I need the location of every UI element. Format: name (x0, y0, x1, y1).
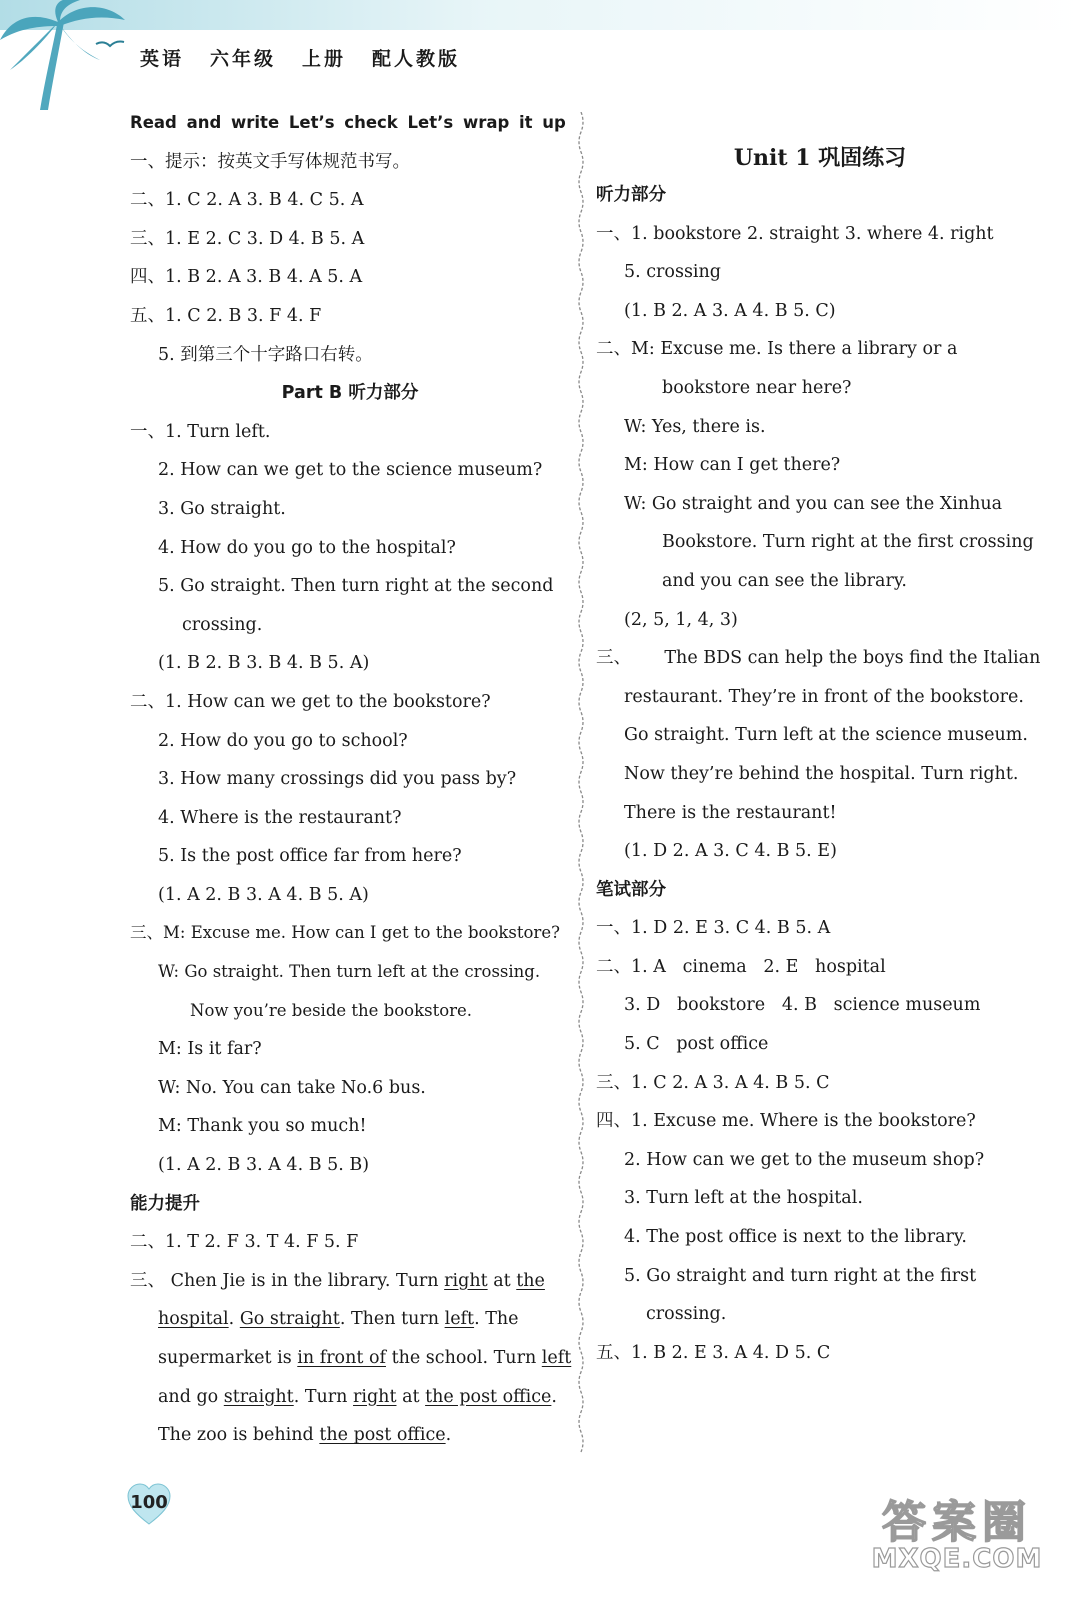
right-column (596, 136, 1044, 1372)
answer-line: 四、1. Excuse me. Where is the bookstore? (596, 1111, 976, 1132)
watermark (852, 1486, 1062, 1582)
fill-answer: in front of (297, 1348, 386, 1368)
answer-line: restaurant. They’re in front of the bookstore. (624, 686, 1024, 707)
answer-line: 一、1. D 2. E 3. C 4. B 5. A (596, 918, 831, 939)
section-title: Read and write Let’s check Let’s wrap it up (130, 113, 566, 132)
answer-line: 三、M: Excuse me. How can I get to the bookstore? (130, 923, 560, 943)
passage-line: 三、 Chen Jie is in the library. Turn right at the (130, 1270, 545, 1291)
fill-answer: the post office (319, 1425, 446, 1446)
passage-line: hospital. Go straight. Then turn left. The (158, 1309, 519, 1330)
fill-answer: Go straight (239, 1309, 340, 1330)
answer-line: M: Thank you so much! (158, 1116, 367, 1137)
answer-line: 5. Is the post office far from here? (158, 846, 462, 867)
fill-answer: left (541, 1348, 572, 1368)
answer-line: M: How can I get there? (624, 455, 841, 476)
grade-label: 六年级 (210, 48, 277, 70)
answer-line: 一、1. Turn left. (130, 421, 271, 442)
passage-line: and go straight. Turn right at the post office. (158, 1386, 557, 1407)
answer-line: 5. crossing (624, 262, 721, 283)
answer-line: W: Go straight. Then turn left at the crossing. (158, 962, 541, 982)
answer-line: 四、1. B 2. A 3. B 4. A 5. A (130, 267, 363, 288)
fill-answer: the post office (425, 1386, 552, 1407)
fill-answer: right (353, 1386, 397, 1407)
answer-line: 一、提示：按英文手写体规范书写。 (130, 151, 410, 172)
part-b-title: Part B 听力部分 (281, 383, 419, 404)
answer-line: There is the restaurant! (624, 802, 837, 823)
answer-line: 4. How do you go to the hospital? (158, 537, 456, 558)
answer-line: 二、1. How can we get to the bookstore? (130, 691, 491, 712)
unit-title: Unit 1 巩固练习 (733, 145, 907, 171)
answer-line: Bookstore. Turn right at the first crossing (662, 532, 1034, 553)
fill-answer: the (516, 1270, 545, 1291)
answer-line: 二、1. T 2. F 3. T 4. F 5. F (130, 1232, 359, 1253)
fill-answer: straight (223, 1386, 294, 1407)
answer-line: 二、1. A cinema 2. E hospital (596, 956, 886, 977)
answer-line: 三、1. E 2. C 3. D 4. B 5. A (130, 228, 365, 249)
watermark-url: MXQE.COM (871, 1544, 1043, 1574)
fill-answer: right (444, 1270, 488, 1291)
answer-line: 3. Turn left at the hospital. (624, 1188, 863, 1209)
answer-line: crossing. (646, 1304, 727, 1325)
passage-line: The zoo is behind the post office. (158, 1425, 452, 1446)
volume-label: 上册 (302, 48, 347, 70)
answer-line: Now you’re beside the bookstore. (190, 1000, 473, 1020)
left-column (130, 104, 570, 1455)
answer-line: and you can see the library. (662, 570, 907, 591)
answer-line: 3. Go straight. (158, 498, 286, 519)
page-number: 100 (130, 1492, 168, 1513)
answer-line: crossing. (182, 614, 263, 635)
listening-title: 听力部分 (596, 185, 666, 205)
answer-line: (1. B 2. B 3. B 4. B 5. A) (158, 653, 370, 674)
answer-line: 一、1. bookstore 2. straight 3. where 4. right (596, 223, 994, 244)
answer-line: 2. How do you go to school? (158, 730, 408, 751)
answer-line: 4. Where is the restaurant? (158, 807, 402, 828)
page-number-badge (126, 1482, 172, 1528)
answer-line: Now they’re behind the hospital. Turn right. (624, 763, 1019, 784)
answer-line: 4. The post office is next to the library. (624, 1227, 967, 1248)
answer-line: 五、1. B 2. E 3. A 4. D 5. C (596, 1342, 831, 1363)
answer-line: 5. 到第三个十字路口右转。 (158, 344, 373, 365)
answer-line: (1. A 2. B 3. A 4. B 5. B) (158, 1155, 370, 1176)
answer-line: 3. D bookstore 4. B science museum (624, 995, 981, 1016)
answer-line: (1. D 2. A 3. C 4. B 5. E) (624, 841, 837, 862)
answer-line: (2, 5, 1, 4, 3) (624, 609, 738, 630)
answer-line: 2. How can we get to the museum shop? (624, 1149, 985, 1170)
answer-line: 2. How can we get to the science museum? (158, 460, 543, 481)
answer-line: bookstore near here? (662, 377, 852, 398)
answer-line: 三、 The BDS can help the boys find the Italian (596, 648, 1041, 669)
answer-line: 5. C post office (624, 1034, 769, 1055)
answer-line: Go straight. Turn left at the science museum. (624, 725, 1028, 746)
watermark-text: 答案圈 (882, 1497, 1032, 1548)
answer-line: W: No. You can take No.6 bus. (158, 1077, 426, 1098)
answer-line: 5. Go straight and turn right at the first (624, 1265, 977, 1286)
ability-title: 能力提升 (130, 1193, 200, 1214)
fill-answer: hospital (158, 1309, 229, 1330)
answer-line: 三、1. C 2. A 3. A 4. B 5. C (596, 1072, 830, 1093)
answer-line: (1. B 2. A 3. A 4. B 5. C) (624, 300, 836, 321)
answer-line: 3. How many crossings did you pass by? (158, 769, 517, 790)
fill-answer: left (444, 1309, 475, 1330)
answer-line: 二、1. C 2. A 3. B 4. C 5. A (130, 190, 364, 211)
written-title: 笔试部分 (596, 879, 666, 900)
answer-line: 五、1. C 2. B 3. F 4. F (130, 305, 322, 326)
answer-line: (1. A 2. B 3. A 4. B 5. A) (158, 884, 369, 905)
edition-label: 配人教版 (372, 48, 461, 70)
answer-line: 二、M: Excuse me. Is there a library or a (596, 339, 958, 360)
subject-label: 英语 (140, 48, 185, 70)
passage-line: supermarket is in front of the school. Turn left (158, 1348, 572, 1368)
column-divider (576, 112, 586, 1462)
answer-line: W: Go straight and you can see the Xinhua (624, 493, 1003, 514)
answer-line: 5. Go straight. Then turn right at the second (158, 576, 554, 597)
answer-line: M: Is it far? (158, 1039, 262, 1060)
book-title (140, 44, 460, 71)
answer-line: W: Yes, there is. (624, 416, 766, 437)
